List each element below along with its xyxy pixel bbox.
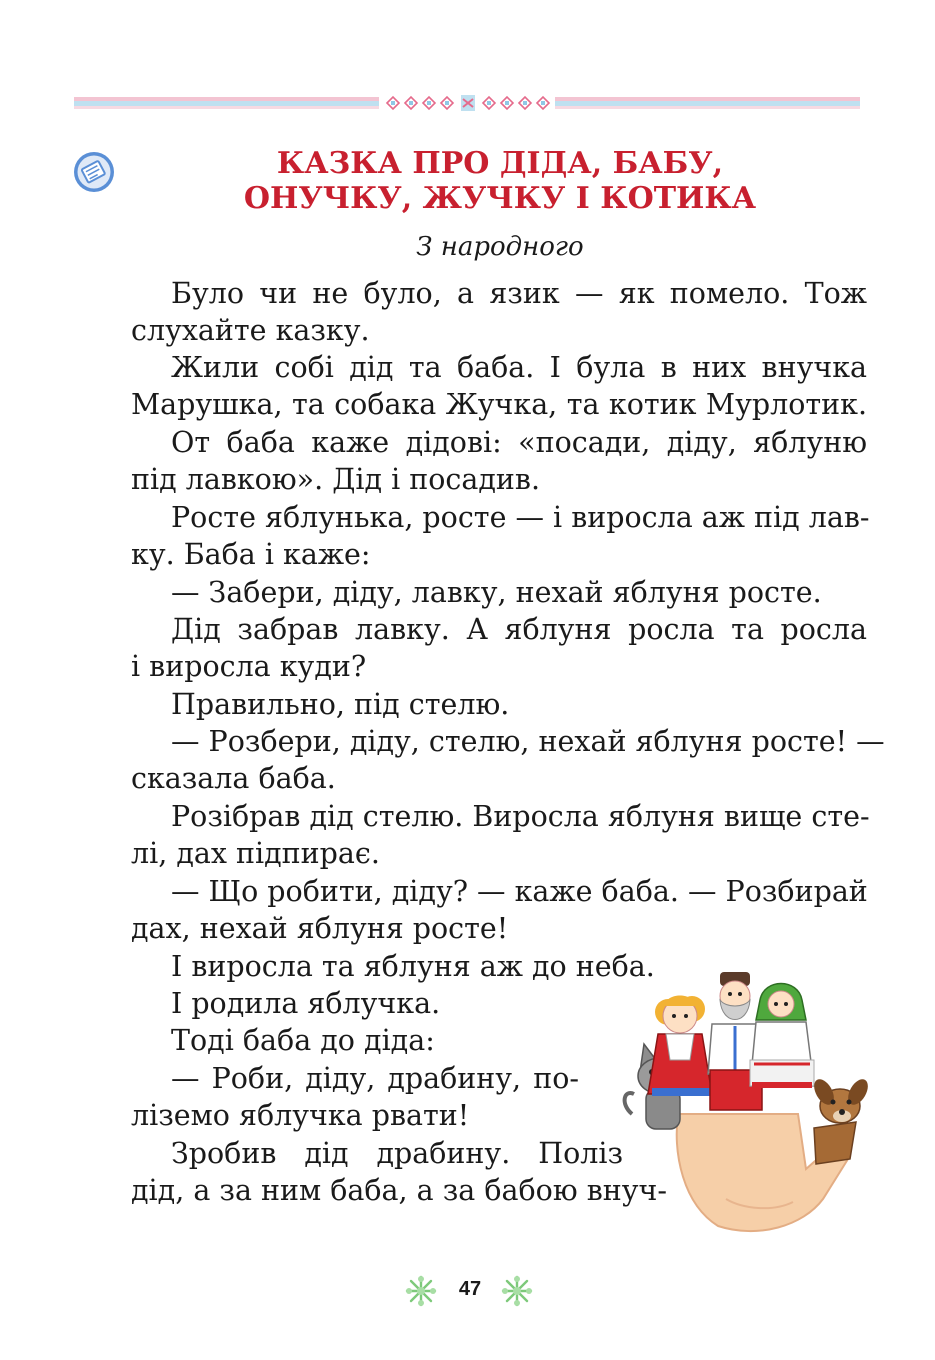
- text-line: Тоді баба до діда:: [171, 1024, 435, 1057]
- text-line: Жили собі дід та баба. І була в них внучка: [171, 351, 867, 384]
- text-line: І родила яблучка.: [171, 987, 441, 1020]
- text-line: сказала баба.: [131, 762, 336, 795]
- page-number: 47: [458, 1278, 482, 1300]
- text-line: Дід забрав лавку. А яблуня росла та росла: [171, 613, 867, 646]
- text-line: ку. Баба і каже:: [131, 538, 371, 571]
- text-line: Зробив дід драбину. Поліз: [171, 1137, 623, 1170]
- text-line: — Розбери, діду, стелю, нехай яблуня росте! —: [171, 725, 885, 758]
- text-line: Марушка, та собака Жучка, та котик Мурлотик.: [131, 388, 867, 421]
- finger-puppets-illustration: [618, 964, 878, 1234]
- grandma-puppet-icon: [750, 984, 814, 1089]
- text-line: Було чи не було, а язик — як помело. Тож: [171, 277, 867, 310]
- snowflake-ornament-icon: [404, 1274, 438, 1308]
- snowflake-ornament-icon: [500, 1274, 534, 1308]
- text-line: Розібрав дід стелю. Виросла яблуня вище сте-: [171, 800, 870, 833]
- text-line: Правильно, під стелю.: [171, 688, 510, 721]
- title-line-2: ОНУЧКУ, ЖУЧКУ І КОТИКА: [243, 181, 757, 216]
- title-line-1: КАЗКА ПРО ДІДА, БАБУ,: [276, 146, 724, 181]
- story-title: [130, 146, 870, 216]
- text-line: під лавкою». Дід і посадив.: [131, 463, 541, 496]
- text-line: дід, а за ним баба, а за бабою внуч-: [131, 1174, 667, 1207]
- text-line: — Забери, діду, лавку, нехай яблуня росте.: [171, 576, 822, 609]
- top-ornament: [74, 94, 860, 112]
- text-line: — Що робити, діду? — каже баба. — Розбирай: [171, 875, 868, 908]
- granddaughter-puppet-icon: [648, 996, 712, 1097]
- text-line: слухайте казку.: [131, 314, 370, 347]
- embroidery-ornament-icon: [379, 94, 555, 112]
- text-line: Росте яблунька, росте — і виросла аж під лав-: [171, 501, 870, 534]
- subtitle: З народного: [416, 232, 584, 262]
- text-line: лі, дах підпирає.: [131, 837, 380, 870]
- text-line: І виросла та яблуня аж до неба.: [171, 950, 655, 983]
- text-line: — Роби, діду, драбину, по-: [171, 1062, 579, 1095]
- text-line: ліземо яблучка рвати!: [131, 1099, 470, 1132]
- dog-puppet-icon: [810, 1076, 872, 1164]
- text-line: дах, нехай яблуня росте!: [131, 912, 509, 945]
- text-line: і виросла куди?: [131, 650, 367, 683]
- text-line: От баба каже дідові: «посади, діду, яблуню: [171, 426, 867, 459]
- book-icon: [73, 151, 115, 193]
